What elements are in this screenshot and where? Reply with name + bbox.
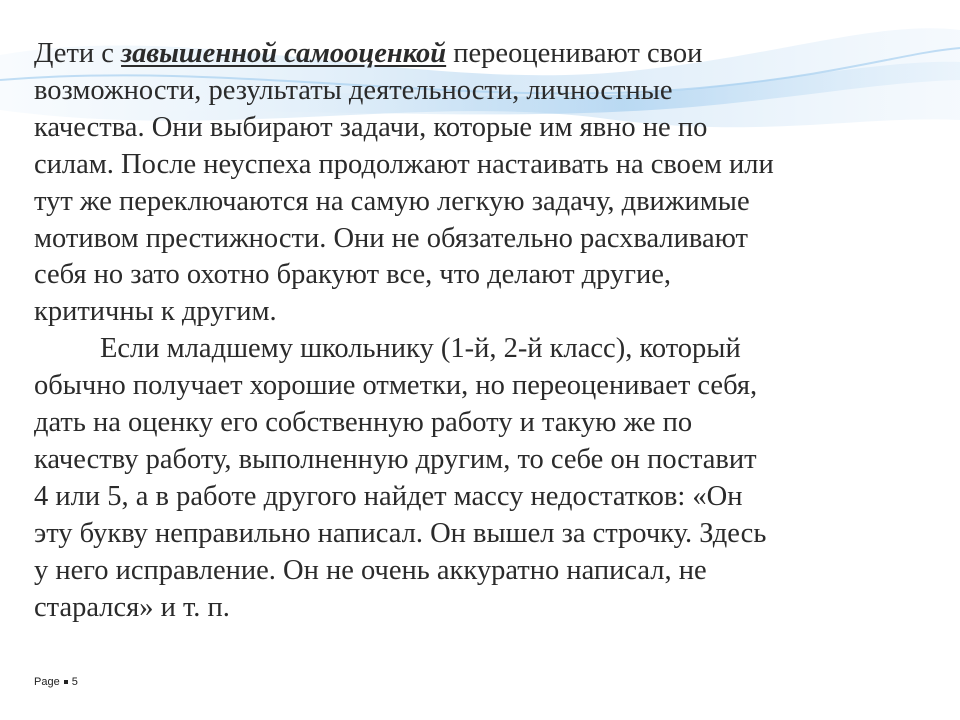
text-line: качества. Они выбирают задачи, которые им явно не по xyxy=(34,111,708,143)
text-line: старался» и т. п. xyxy=(34,591,230,623)
text-line: силам. После неуспеха продолжают настаивать на своем или xyxy=(34,148,774,180)
text-line: эту букву неправильно написал. Он вышел за строчку. Здесь xyxy=(34,517,767,549)
text-line: 4 или 5, а в работе другого найдет массу недостатков: «Он xyxy=(34,480,743,512)
text-line: возможности, результаты деятельности, личностные xyxy=(34,74,673,106)
text-line: себя но зато охотно бракуют все, что делают другие, xyxy=(34,259,672,291)
text-line: Если младшему школьнику (1-й, 2-й класс), который xyxy=(100,333,741,365)
highlighted-term: завышенной самооценкой xyxy=(121,38,447,69)
text-line: обычно получает хорошие отметки, но переоценивает себя, xyxy=(34,370,758,402)
text-line: тут же переключаются на самую легкую задачу, движимые xyxy=(34,185,750,217)
text-line: у него исправление. Он не очень аккуратно написал, не xyxy=(34,554,707,586)
text-fragment: переоценивают свои xyxy=(446,38,703,69)
text-line: качеству работу, выполненную другим, то себе он поставит xyxy=(34,443,757,475)
text-line xyxy=(34,36,934,73)
text-line: дать на оценку его собственную работу и такую же по xyxy=(34,407,693,439)
text-line: мотивом престижности. Они не обязательно расхваливают xyxy=(34,222,748,254)
text-fragment: Дети с xyxy=(34,38,122,69)
bullet-separator-icon xyxy=(64,680,68,684)
text-line: критичны к другим. xyxy=(34,296,277,328)
slide-body-text xyxy=(34,36,934,627)
page-label: Page xyxy=(34,676,60,688)
page-number: 5 xyxy=(71,676,78,688)
page-footer xyxy=(34,676,78,688)
